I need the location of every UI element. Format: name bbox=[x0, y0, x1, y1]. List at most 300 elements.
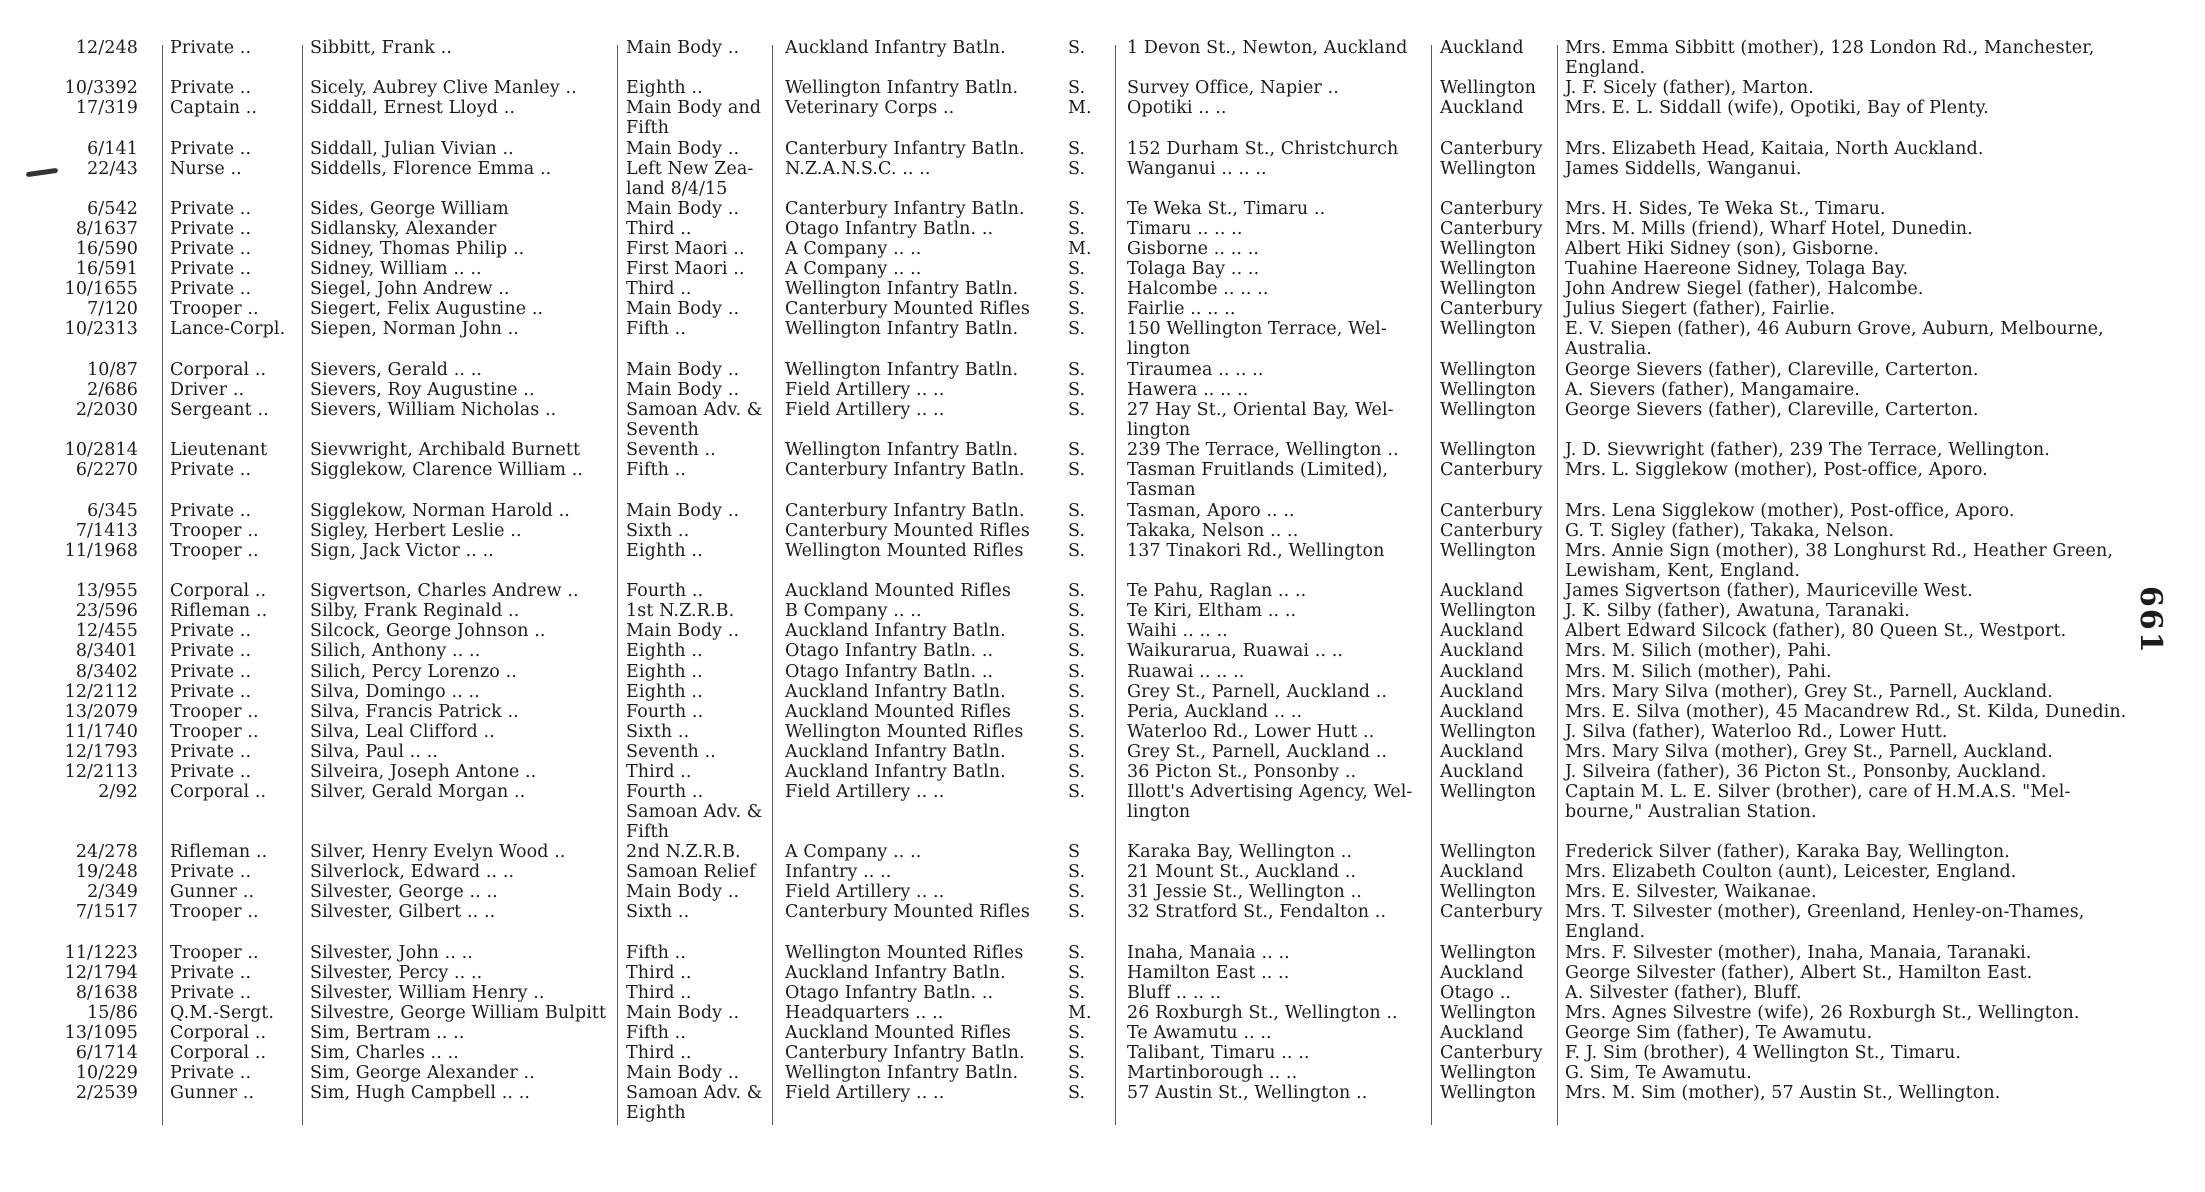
cell-district: Wellington bbox=[1440, 1003, 1537, 1023]
cell-name: Siepen, Norman John .. bbox=[310, 319, 519, 339]
cell-last-nz-address: lington bbox=[1127, 420, 1191, 440]
cell-draft: Fourth .. bbox=[626, 581, 704, 601]
cell-next-of-kin: J. Silveira (father), 36 Picton St., Ponsonby, Auckland. bbox=[1565, 762, 2047, 782]
cell-district: Wellington bbox=[1440, 722, 1537, 742]
cell-marital-status: S. bbox=[1068, 963, 1086, 983]
cell-draft: Samoan Adv. & bbox=[626, 1083, 763, 1103]
cell-name: Siddells, Florence Emma .. bbox=[310, 159, 552, 179]
cell-marital-status: S. bbox=[1068, 862, 1086, 882]
cell-name: Sim, Hugh Campbell .. .. bbox=[310, 1083, 531, 1103]
cell-regimental-number: 10/229 bbox=[75, 1063, 138, 1083]
cell-district: Wellington bbox=[1440, 259, 1537, 279]
cell-district: Canterbury bbox=[1440, 902, 1543, 922]
cell-regimental-number: 24/278 bbox=[75, 842, 138, 862]
cell-regimental-number: 15/86 bbox=[87, 1003, 138, 1023]
cell-unit: Otago Infantry Batln. .. bbox=[785, 662, 994, 682]
cell-district: Wellington bbox=[1440, 601, 1537, 621]
cell-next-of-kin: George Sievers (father), Clareville, Carterton. bbox=[1565, 400, 1979, 420]
cell-next-of-kin: Mrs. Elizabeth Coulton (aunt), Leicester, England. bbox=[1565, 862, 2017, 882]
cell-name: Silvester, William Henry .. bbox=[310, 983, 545, 1003]
cell-rank: Nurse .. bbox=[170, 159, 242, 179]
cell-unit: A Company .. .. bbox=[785, 259, 922, 279]
cell-next-of-kin: F. J. Sim (brother), 4 Wellington St., Timaru. bbox=[1565, 1043, 1962, 1063]
cell-regimental-number: 2/92 bbox=[98, 782, 138, 802]
cell-name: Silvester, John .. .. bbox=[310, 943, 473, 963]
cell-draft: Sixth .. bbox=[626, 902, 690, 922]
cell-marital-status: S. bbox=[1068, 38, 1086, 58]
cell-name: Siddall, Ernest Lloyd .. bbox=[310, 98, 516, 118]
cell-regimental-number: 12/2113 bbox=[64, 762, 138, 782]
cell-marital-status: S. bbox=[1068, 199, 1086, 219]
cell-unit: Auckland Mounted Rifles bbox=[785, 702, 1012, 722]
cell-district: Wellington bbox=[1440, 1063, 1537, 1083]
cell-regimental-number: 10/2814 bbox=[64, 440, 138, 460]
cell-regimental-number: 11/1968 bbox=[64, 541, 138, 561]
cell-regimental-number: 19/248 bbox=[75, 862, 138, 882]
cell-marital-status: S. bbox=[1068, 581, 1086, 601]
cell-regimental-number: 12/1793 bbox=[64, 742, 138, 762]
cell-name: Siddall, Julian Vivian .. bbox=[310, 139, 514, 159]
cell-marital-status: S. bbox=[1068, 139, 1086, 159]
cell-marital-status: S. bbox=[1068, 882, 1086, 902]
cell-name: Silvester, George .. .. bbox=[310, 882, 498, 902]
cell-name: Silver, Gerald Morgan .. bbox=[310, 782, 526, 802]
cell-rank: Captain .. bbox=[170, 98, 258, 118]
cell-next-of-kin: Captain M. L. E. Silver (brother), care of H.M.A.S. "Mel- bbox=[1565, 782, 2071, 802]
cell-district: Canterbury bbox=[1440, 219, 1543, 239]
cell-draft: Seventh bbox=[626, 420, 699, 440]
cell-next-of-kin: Mrs. Mary Silva (mother), Grey St., Parnell, Auckland. bbox=[1565, 682, 2053, 702]
cell-last-nz-address: Tasman, Aporo .. .. bbox=[1127, 501, 1295, 521]
cell-district: Canterbury bbox=[1440, 299, 1543, 319]
cell-draft: Third .. bbox=[626, 762, 692, 782]
cell-regimental-number: 2/2030 bbox=[75, 400, 138, 420]
cell-name: Siegert, Felix Augustine .. bbox=[310, 299, 544, 319]
column-rule bbox=[1557, 45, 1558, 1125]
cell-rank: Private .. bbox=[170, 78, 252, 98]
cell-name: Silvester, Percy .. .. bbox=[310, 963, 483, 983]
cell-next-of-kin: A. Sievers (father), Mangamaire. bbox=[1565, 380, 1860, 400]
cell-last-nz-address: Tasman Fruitlands (Limited), bbox=[1127, 460, 1389, 480]
cell-name: Silvestre, George William Bulpitt bbox=[310, 1003, 607, 1023]
cell-next-of-kin: Mrs. H. Sides, Te Weka St., Timaru. bbox=[1565, 199, 1886, 219]
page-number: 661 bbox=[2133, 586, 2168, 655]
cell-marital-status: M. bbox=[1068, 1003, 1092, 1023]
cell-district: Wellington bbox=[1440, 279, 1537, 299]
cell-draft: Eighth .. bbox=[626, 541, 703, 561]
cell-regimental-number: 10/87 bbox=[87, 360, 138, 380]
cell-last-nz-address: 27 Hay St., Oriental Bay, Wel- bbox=[1127, 400, 1394, 420]
cell-rank: Private .. bbox=[170, 862, 252, 882]
cell-draft: Fifth .. bbox=[626, 319, 687, 339]
cell-rank: Trooper .. bbox=[170, 722, 259, 742]
cell-unit: Wellington Mounted Rifles bbox=[785, 943, 1024, 963]
cell-draft: Main Body .. bbox=[626, 882, 740, 902]
cell-regimental-number: 2/2539 bbox=[75, 1083, 138, 1103]
cell-draft: Fifth .. bbox=[626, 1023, 687, 1043]
cell-name: Silvester, Gilbert .. .. bbox=[310, 902, 496, 922]
cell-last-nz-address: Te Weka St., Timaru .. bbox=[1127, 199, 1326, 219]
cell-next-of-kin: Mrs. F. Silvester (mother), Inaha, Manaia, Taranaki. bbox=[1565, 943, 2032, 963]
cell-unit: Canterbury Infantry Batln. bbox=[785, 199, 1025, 219]
cell-district: Wellington bbox=[1440, 400, 1537, 420]
cell-regimental-number: 7/120 bbox=[87, 299, 138, 319]
cell-next-of-kin: George Sievers (father), Clareville, Carterton. bbox=[1565, 360, 1979, 380]
cell-district: Auckland bbox=[1440, 762, 1524, 782]
cell-last-nz-address: 31 Jessie St., Wellington .. bbox=[1127, 882, 1362, 902]
cell-last-nz-address: Ruawai .. .. .. bbox=[1127, 662, 1245, 682]
cell-next-of-kin: Mrs. M. Silich (mother), Pahi. bbox=[1565, 641, 1832, 661]
cell-district: Wellington bbox=[1440, 541, 1537, 561]
cell-district: Wellington bbox=[1440, 842, 1537, 862]
cell-last-nz-address: Te Awamutu .. .. bbox=[1127, 1023, 1272, 1043]
cell-rank: Private .. bbox=[170, 501, 252, 521]
cell-next-of-kin: Lewisham, Kent, England. bbox=[1565, 561, 1801, 581]
cell-regimental-number: 8/1637 bbox=[75, 219, 138, 239]
cell-unit: Otago Infantry Batln. .. bbox=[785, 983, 994, 1003]
cell-next-of-kin: England. bbox=[1565, 922, 1646, 942]
cell-next-of-kin: George Sim (father), Te Awamutu. bbox=[1565, 1023, 1873, 1043]
cell-draft: Fifth .. bbox=[626, 460, 687, 480]
cell-rank: Corporal .. bbox=[170, 581, 267, 601]
cell-rank: Private .. bbox=[170, 762, 252, 782]
cell-regimental-number: 8/3401 bbox=[75, 641, 138, 661]
cell-draft: Main Body .. bbox=[626, 199, 740, 219]
cell-name: Sidney, Thomas Philip .. bbox=[310, 239, 525, 259]
cell-regimental-number: 12/248 bbox=[75, 38, 138, 58]
cell-next-of-kin: E. V. Siepen (father), 46 Auburn Grove, Auburn, Melbourne, bbox=[1565, 319, 2104, 339]
cell-name: Sibbitt, Frank .. bbox=[310, 38, 452, 58]
cell-next-of-kin: James Siddells, Wanganui. bbox=[1565, 159, 1802, 179]
cell-unit: Wellington Infantry Batln. bbox=[785, 1063, 1019, 1083]
cell-draft: Main Body .. bbox=[626, 621, 740, 641]
cell-last-nz-address: 57 Austin St., Wellington .. bbox=[1127, 1083, 1368, 1103]
cell-rank: Private .. bbox=[170, 641, 252, 661]
cell-marital-status: S. bbox=[1068, 1083, 1086, 1103]
cell-district: Otago .. bbox=[1440, 983, 1512, 1003]
cell-district: Auckland bbox=[1440, 862, 1524, 882]
cell-unit: Canterbury Mounted Rifles bbox=[785, 902, 1030, 922]
cell-rank: Trooper .. bbox=[170, 943, 259, 963]
cell-district: Wellington bbox=[1440, 1083, 1537, 1103]
cell-draft: Samoan Adv. & bbox=[626, 802, 763, 822]
cell-draft: Seventh .. bbox=[626, 440, 716, 460]
cell-unit: Wellington Infantry Batln. bbox=[785, 440, 1019, 460]
cell-marital-status: S. bbox=[1068, 601, 1086, 621]
cell-unit: Field Artillery .. .. bbox=[785, 380, 945, 400]
cell-rank: Private .. bbox=[170, 662, 252, 682]
cell-district: Wellington bbox=[1440, 380, 1537, 400]
cell-last-nz-address: Waikurarua, Ruawai .. .. bbox=[1127, 641, 1344, 661]
cell-last-nz-address: 36 Picton St., Ponsonby .. bbox=[1127, 762, 1357, 782]
cell-last-nz-address: Illott's Advertising Agency, Wel- bbox=[1127, 782, 1413, 802]
cell-regimental-number: 13/1095 bbox=[64, 1023, 138, 1043]
cell-district: Auckland bbox=[1440, 963, 1524, 983]
cell-marital-status: S. bbox=[1068, 641, 1086, 661]
cell-last-nz-address: Fairlie .. .. .. bbox=[1127, 299, 1236, 319]
cell-next-of-kin: Mrs. M. Mills (friend), Wharf Hotel, Dunedin. bbox=[1565, 219, 1973, 239]
cell-last-nz-address: Takaka, Nelson .. .. bbox=[1127, 521, 1299, 541]
cell-rank: Trooper .. bbox=[170, 299, 259, 319]
cell-name: Silva, Leal Clifford .. bbox=[310, 722, 495, 742]
cell-regimental-number: 13/2079 bbox=[64, 702, 138, 722]
cell-draft: Eighth .. bbox=[626, 641, 703, 661]
cell-last-nz-address: Survey Office, Napier .. bbox=[1127, 78, 1339, 98]
cell-rank: Trooper .. bbox=[170, 521, 259, 541]
cell-draft: Fifth bbox=[626, 822, 670, 842]
cell-draft: First Maori .. bbox=[626, 259, 745, 279]
cell-name: Sievers, Gerald .. .. bbox=[310, 360, 483, 380]
cell-unit: Wellington Mounted Rifles bbox=[785, 722, 1024, 742]
cell-marital-status: S. bbox=[1068, 380, 1086, 400]
cell-draft: Eighth .. bbox=[626, 682, 703, 702]
cell-next-of-kin: G. T. Sigley (father), Takaka, Nelson. bbox=[1565, 521, 1894, 541]
cell-regimental-number: 6/345 bbox=[87, 501, 138, 521]
cell-marital-status: S. bbox=[1068, 521, 1086, 541]
cell-name: Silich, Percy Lorenzo .. bbox=[310, 662, 517, 682]
cell-rank: Private .. bbox=[170, 682, 252, 702]
cell-name: Sim, Bertram .. .. bbox=[310, 1023, 465, 1043]
cell-draft: Third .. bbox=[626, 963, 692, 983]
cell-last-nz-address: Inaha, Manaia .. .. bbox=[1127, 943, 1290, 963]
cell-regimental-number: 2/686 bbox=[87, 380, 138, 400]
cell-district: Canterbury bbox=[1440, 1043, 1543, 1063]
cell-name: Silcock, George Johnson .. bbox=[310, 621, 546, 641]
cell-unit: Otago Infantry Batln. .. bbox=[785, 219, 994, 239]
cell-name: Silva, Paul .. .. bbox=[310, 742, 438, 762]
cell-district: Wellington bbox=[1440, 319, 1537, 339]
cell-district: Auckland bbox=[1440, 98, 1524, 118]
cell-draft: Third .. bbox=[626, 219, 692, 239]
cell-rank: Driver .. bbox=[170, 380, 245, 400]
cell-unit: Canterbury Infantry Batln. bbox=[785, 501, 1025, 521]
cell-next-of-kin: Mrs. E. Silvester, Waikanae. bbox=[1565, 882, 1817, 902]
cell-marital-status: S. bbox=[1068, 943, 1086, 963]
cell-name: Sievers, William Nicholas .. bbox=[310, 400, 557, 420]
cell-regimental-number: 7/1413 bbox=[75, 521, 138, 541]
cell-unit: Auckland Infantry Batln. bbox=[785, 963, 1006, 983]
cell-rank: Corporal .. bbox=[170, 1043, 267, 1063]
cell-name: Silverlock, Edward .. .. bbox=[310, 862, 515, 882]
cell-last-nz-address: 137 Tinakori Rd., Wellington bbox=[1127, 541, 1385, 561]
cell-district: Auckland bbox=[1440, 742, 1524, 762]
cell-unit: Auckland Infantry Batln. bbox=[785, 762, 1006, 782]
column-rule bbox=[617, 45, 618, 1125]
cell-last-nz-address: Hamilton East .. .. bbox=[1127, 963, 1290, 983]
cell-unit: Auckland Mounted Rifles bbox=[785, 581, 1012, 601]
cell-unit: Wellington Mounted Rifles bbox=[785, 541, 1024, 561]
cell-marital-status: S. bbox=[1068, 541, 1086, 561]
cell-regimental-number: 12/2112 bbox=[64, 682, 138, 702]
cell-next-of-kin: Mrs. Annie Sign (mother), 38 Longhurst Rd., Heather Green, bbox=[1565, 541, 2113, 561]
cell-name: Silich, Anthony .. .. bbox=[310, 641, 481, 661]
cell-last-nz-address: Talibant, Timaru .. .. bbox=[1127, 1043, 1310, 1063]
cell-next-of-kin: John Andrew Siegel (father), Halcombe. bbox=[1565, 279, 1924, 299]
cell-rank: Private .. bbox=[170, 460, 252, 480]
cell-marital-status: S. bbox=[1068, 299, 1086, 319]
cell-last-nz-address: Wanganui .. .. .. bbox=[1127, 159, 1267, 179]
cell-draft: Fourth .. bbox=[626, 702, 704, 722]
cell-unit: Auckland Infantry Batln. bbox=[785, 621, 1006, 641]
cell-draft: Main Body .. bbox=[626, 1063, 740, 1083]
cell-rank: Sergeant .. bbox=[170, 400, 269, 420]
cell-last-nz-address: 150 Wellington Terrace, Wel- bbox=[1127, 319, 1387, 339]
cell-next-of-kin: Mrs. M. Silich (mother), Pahi. bbox=[1565, 662, 1832, 682]
cell-next-of-kin: J. D. Sievwright (father), 239 The Terrace, Wellington. bbox=[1565, 440, 2050, 460]
cell-district: Wellington bbox=[1440, 943, 1537, 963]
cell-draft: Eighth bbox=[626, 1103, 686, 1123]
cell-last-nz-address: Waterloo Rd., Lower Hutt .. bbox=[1127, 722, 1375, 742]
cell-regimental-number: 10/2313 bbox=[64, 319, 138, 339]
cell-name: Sigglekow, Clarence William .. bbox=[310, 460, 584, 480]
cell-regimental-number: 22/43 bbox=[87, 159, 138, 179]
cell-unit: Auckland Infantry Batln. bbox=[785, 682, 1006, 702]
cell-regimental-number: 6/1714 bbox=[75, 1043, 138, 1063]
cell-draft: Samoan Adv. & bbox=[626, 400, 763, 420]
cell-name: Sigvertson, Charles Andrew .. bbox=[310, 581, 579, 601]
cell-last-nz-address: 32 Stratford St., Fendalton .. bbox=[1127, 902, 1387, 922]
cell-unit: Canterbury Mounted Rifles bbox=[785, 299, 1030, 319]
cell-marital-status: S. bbox=[1068, 1023, 1086, 1043]
cell-last-nz-address: Halcombe .. .. .. bbox=[1127, 279, 1269, 299]
cell-draft: Fifth bbox=[626, 118, 670, 138]
cell-rank: Private .. bbox=[170, 259, 252, 279]
cell-district: Wellington bbox=[1440, 440, 1537, 460]
cell-regimental-number: 16/591 bbox=[75, 259, 138, 279]
cell-regimental-number: 11/1740 bbox=[64, 722, 138, 742]
cell-next-of-kin: Mrs. Emma Sibbitt (mother), 128 London Rd., Manchester, bbox=[1565, 38, 2095, 58]
cell-next-of-kin: A. Silvester (father), Bluff. bbox=[1565, 983, 1802, 1003]
cell-rank: Private .. bbox=[170, 239, 252, 259]
cell-last-nz-address: Tiraumea .. .. .. bbox=[1127, 360, 1264, 380]
cell-rank: Lance-Corpl. bbox=[170, 319, 286, 339]
cell-name: Sievers, Roy Augustine .. bbox=[310, 380, 535, 400]
cell-regimental-number: 12/455 bbox=[75, 621, 138, 641]
cell-draft: Main Body .. bbox=[626, 380, 740, 400]
cell-rank: Corporal .. bbox=[170, 1023, 267, 1043]
cell-unit: Auckland Infantry Batln. bbox=[785, 38, 1006, 58]
cell-unit: A Company .. .. bbox=[785, 842, 922, 862]
cell-last-nz-address: Grey St., Parnell, Auckland .. bbox=[1127, 682, 1388, 702]
cell-rank: Gunner .. bbox=[170, 1083, 255, 1103]
cell-name: Sign, Jack Victor .. .. bbox=[310, 541, 494, 561]
cell-rank: Private .. bbox=[170, 983, 252, 1003]
cell-name: Sides, George William bbox=[310, 199, 509, 219]
cell-last-nz-address: Bluff .. .. .. bbox=[1127, 983, 1222, 1003]
cell-unit: Auckland Infantry Batln. bbox=[785, 742, 1006, 762]
cell-last-nz-address: Tolaga Bay .. .. bbox=[1127, 259, 1260, 279]
column-rule bbox=[772, 45, 773, 1125]
cell-draft: Fifth .. bbox=[626, 943, 687, 963]
cell-draft: Main Body .. bbox=[626, 299, 740, 319]
cell-next-of-kin: Albert Edward Silcock (father), 80 Queen St., Westport. bbox=[1565, 621, 2067, 641]
cell-name: Silveira, Joseph Antone .. bbox=[310, 762, 537, 782]
cell-next-of-kin: J. F. Sicely (father), Marton. bbox=[1565, 78, 1814, 98]
cell-name: Siegel, John Andrew .. bbox=[310, 279, 510, 299]
cell-rank: Private .. bbox=[170, 199, 252, 219]
cell-marital-status: S bbox=[1068, 842, 1081, 862]
cell-marital-status: S. bbox=[1068, 742, 1086, 762]
cell-last-nz-address: Martinborough .. .. bbox=[1127, 1063, 1298, 1083]
cell-marital-status: S. bbox=[1068, 702, 1086, 722]
cell-marital-status: S. bbox=[1068, 501, 1086, 521]
cell-unit: Infantry .. .. bbox=[785, 862, 892, 882]
cell-rank: Private .. bbox=[170, 963, 252, 983]
cell-next-of-kin: Mrs. Lena Sigglekow (mother), Post-office, Aporo. bbox=[1565, 501, 2015, 521]
cell-next-of-kin: England. bbox=[1565, 58, 1646, 78]
cell-marital-status: S. bbox=[1068, 400, 1086, 420]
cell-marital-status: S. bbox=[1068, 621, 1086, 641]
cell-marital-status: S. bbox=[1068, 279, 1086, 299]
cell-draft: Main Body .. bbox=[626, 360, 740, 380]
cell-last-nz-address: Gisborne .. .. .. bbox=[1127, 239, 1260, 259]
cell-marital-status: M. bbox=[1068, 239, 1092, 259]
cell-name: Sigley, Herbert Leslie .. bbox=[310, 521, 522, 541]
cell-draft: Eighth .. bbox=[626, 78, 703, 98]
cell-next-of-kin: Mrs. E. Silva (mother), 45 Macandrew Rd., St. Kilda, Dunedin. bbox=[1565, 702, 2127, 722]
cell-draft: First Maori .. bbox=[626, 239, 745, 259]
cell-draft: Left New Zea- bbox=[626, 159, 754, 179]
cell-next-of-kin: Mrs. T. Silvester (mother), Greenland, Henley-on-Thames, bbox=[1565, 902, 2085, 922]
cell-name: Sidney, William .. .. bbox=[310, 259, 482, 279]
cell-last-nz-address: 239 The Terrace, Wellington .. bbox=[1127, 440, 1399, 460]
cell-next-of-kin: Mrs. Agnes Silvestre (wife), 26 Roxburgh St., Wellington. bbox=[1565, 1003, 2080, 1023]
cell-regimental-number: 11/1223 bbox=[64, 943, 138, 963]
cell-unit: Wellington Infantry Batln. bbox=[785, 279, 1019, 299]
cell-rank: Private .. bbox=[170, 742, 252, 762]
cell-next-of-kin: James Sigvertson (father), Mauriceville West. bbox=[1565, 581, 1973, 601]
cell-rank: Corporal .. bbox=[170, 360, 267, 380]
cell-rank: Private .. bbox=[170, 621, 252, 641]
cell-marital-status: S. bbox=[1068, 983, 1086, 1003]
cell-unit: Headquarters .. .. bbox=[785, 1003, 944, 1023]
cell-district: Wellington bbox=[1440, 782, 1537, 802]
cell-last-nz-address: 1 Devon St., Newton, Auckland bbox=[1127, 38, 1408, 58]
cell-last-nz-address: 152 Durham St., Christchurch bbox=[1127, 139, 1399, 159]
column-rule bbox=[162, 45, 163, 1125]
cell-draft: Sixth .. bbox=[626, 722, 690, 742]
cell-unit: Otago Infantry Batln. .. bbox=[785, 641, 994, 661]
cell-marital-status: S. bbox=[1068, 782, 1086, 802]
cell-next-of-kin: J. K. Silby (father), Awatuna, Taranaki. bbox=[1565, 601, 1910, 621]
cell-last-nz-address: 21 Mount St., Auckland .. bbox=[1127, 862, 1357, 882]
cell-district: Auckland bbox=[1440, 621, 1524, 641]
cell-marital-status: S. bbox=[1068, 78, 1086, 98]
cell-regimental-number: 17/319 bbox=[75, 98, 138, 118]
cell-rank: Lieutenant bbox=[170, 440, 268, 460]
cell-unit: A Company .. .. bbox=[785, 239, 922, 259]
cell-marital-status: S. bbox=[1068, 319, 1086, 339]
cell-marital-status: S. bbox=[1068, 762, 1086, 782]
cell-draft: Third .. bbox=[626, 983, 692, 1003]
cell-next-of-kin: Frederick Silver (father), Karaka Bay, Wellington. bbox=[1565, 842, 2010, 862]
cell-next-of-kin: Mrs. Elizabeth Head, Kaitaia, North Auckland. bbox=[1565, 139, 1984, 159]
cell-name: Sim, George Alexander .. bbox=[310, 1063, 535, 1083]
cell-last-nz-address: Waihi .. .. .. bbox=[1127, 621, 1228, 641]
cell-name: Silva, Francis Patrick .. bbox=[310, 702, 519, 722]
cell-unit: Field Artillery .. .. bbox=[785, 782, 945, 802]
cell-district: Canterbury bbox=[1440, 501, 1543, 521]
cell-last-nz-address: Opotiki .. .. bbox=[1127, 98, 1227, 118]
cell-next-of-kin: Julius Siegert (father), Fairlie. bbox=[1565, 299, 1836, 319]
cell-regimental-number: 6/141 bbox=[87, 139, 138, 159]
cell-next-of-kin: bourne," Australian Station. bbox=[1565, 802, 1817, 822]
cell-regimental-number: 10/1655 bbox=[64, 279, 138, 299]
cell-district: Wellington bbox=[1440, 159, 1537, 179]
cell-regimental-number: 13/955 bbox=[75, 581, 138, 601]
cell-draft: Fourth .. bbox=[626, 782, 704, 802]
cell-next-of-kin: Australia. bbox=[1565, 339, 1652, 359]
